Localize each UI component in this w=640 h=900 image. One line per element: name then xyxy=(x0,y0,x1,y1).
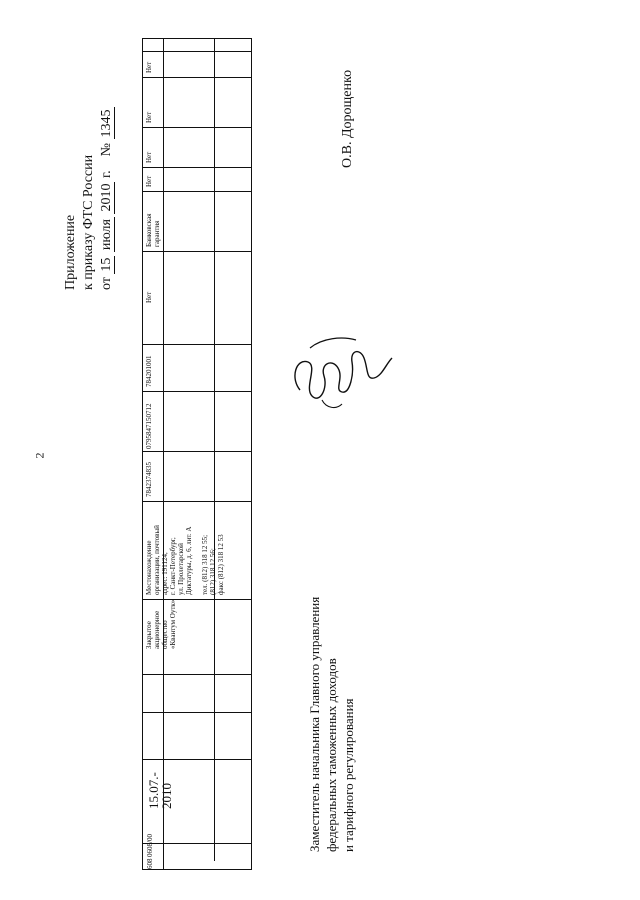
cell-net-2: Нет xyxy=(145,175,153,187)
handwritten-signature xyxy=(282,318,402,418)
appendix-year: 2010 xyxy=(99,183,114,212)
page-number: 2 xyxy=(32,452,47,459)
cell-net-3: Нет xyxy=(145,151,153,163)
cell-net-1: Нет xyxy=(145,291,153,303)
cell-okpo: 0795847150712 xyxy=(145,403,153,449)
appendix-header xyxy=(62,108,116,291)
signatory-line-2: федеральных таможенных доходов xyxy=(324,658,339,852)
signatory-name: О.В. Дорощенко xyxy=(340,69,355,168)
cell-date: 15.07.- 2010 xyxy=(146,772,174,809)
signatory-line-3: и тарифного регулирования xyxy=(341,698,356,852)
cell-organization: Закрытое акционерное общество «Квантум Оутк» xyxy=(145,599,177,649)
registry-table xyxy=(142,38,252,870)
appendix-month: июля xyxy=(99,219,114,251)
appendix-order-ref: к приказу ФТС России xyxy=(81,154,96,290)
signatory-line-1: Заместитель начальника Главного управления xyxy=(307,596,322,852)
appendix-number: 1345 xyxy=(99,109,114,138)
appendix-day: 15 xyxy=(99,257,114,272)
cell-reg-number: 0608/00 xyxy=(146,834,154,857)
cell-code: 608 xyxy=(146,858,154,869)
appendix-date-line: от 15 июля 2010 г. № 1345 xyxy=(99,109,114,290)
cell-guarantee: Банковская гарантия xyxy=(145,213,161,247)
cell-net-5: Нет xyxy=(145,61,153,73)
signatory-title xyxy=(306,597,357,852)
cell-net-4: Нет xyxy=(145,111,153,123)
cell-inn: 7842374835 xyxy=(145,462,153,497)
cell-address: Местонахождение организации, почтовый адрес: 191124, г. Санкт-Петербург, ул. Пролетарской Диктатуры, д. 6, лит. А тел. (812) 318 12 55; (812) 318 12 56; факс (812) 318 12 53 xyxy=(145,525,225,595)
cell-kpp: 784201001 xyxy=(145,355,153,387)
appendix-title: Приложение xyxy=(63,214,78,290)
